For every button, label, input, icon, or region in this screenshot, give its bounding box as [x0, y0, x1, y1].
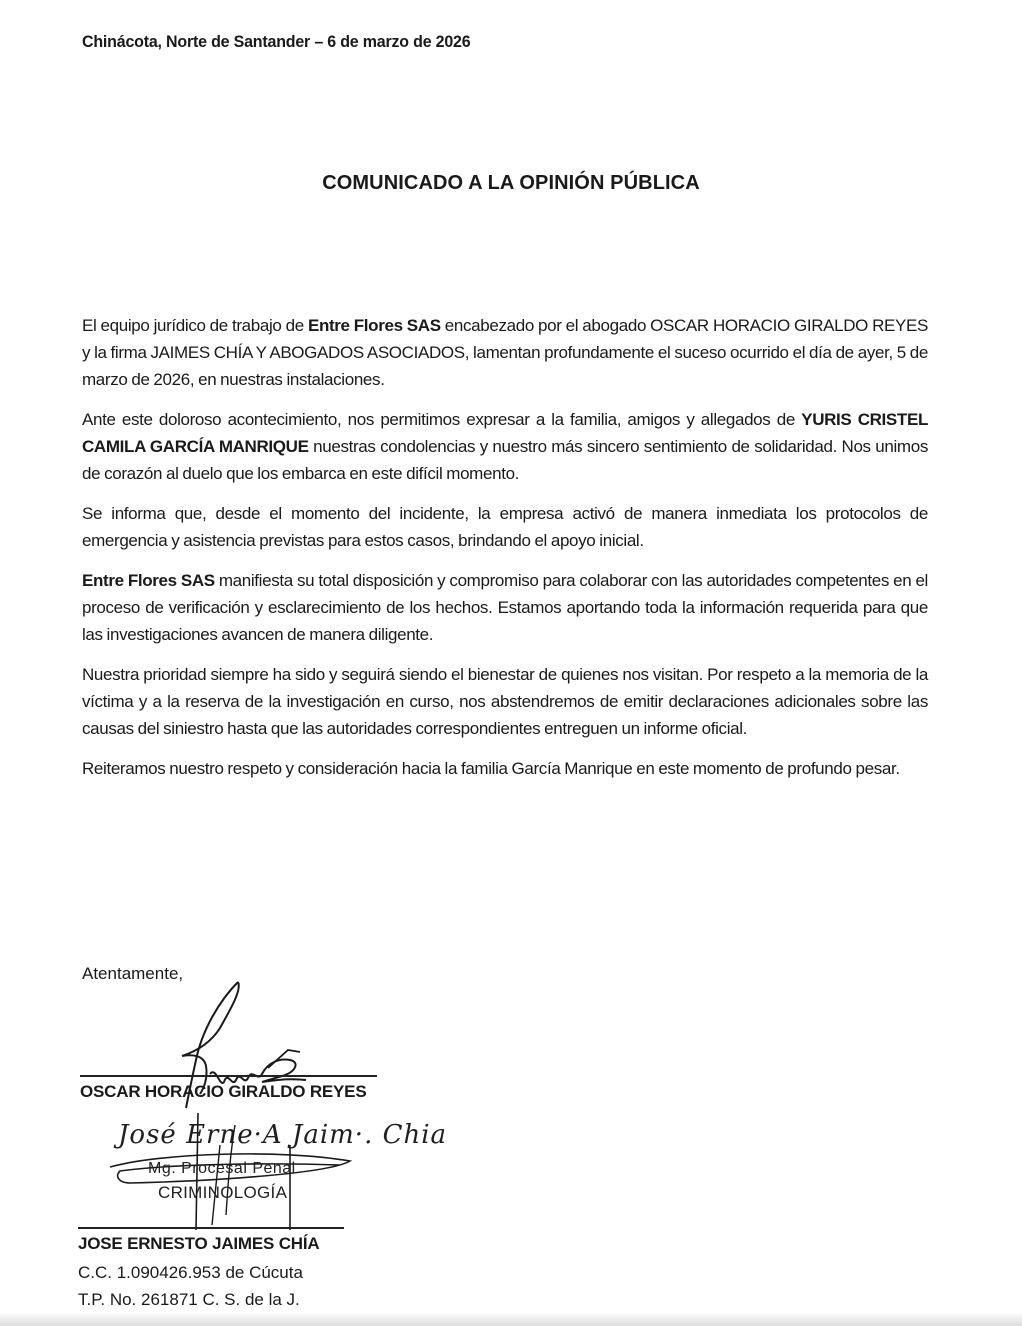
paragraph-5 — [82, 661, 928, 742]
stamp-degree: Mg. Procesal Penal — [148, 1160, 296, 1177]
paragraph-text: encabezado por el abogado OSCAR HORACIO GIRALDO REYES y la firma JAIMES CHÍA Y ABOGADOS ASOCIADOS, lamentan profundamente el suceso ocurrido el día de ayer, 5 de marzo de 2026, en nuestras instalaciones. — [82, 316, 929, 389]
paragraph-text: Se informa que, desde el momento del incidente, la empresa activó de manera inmediata los protocolos de emergencia y asistencia previstas para estos casos, brindando el apoyo inicial. — [82, 504, 928, 550]
paragraph-text: manifiesta su total disposición y compromiso para colaborar con las autoridades competentes en el proceso de verificación y esclarecimiento de los hechos. Estamos aportando toda la información requerida para que las investigaciones avancen de manera diligente. — [82, 571, 928, 644]
company-name: Entre Flores SAS — [307, 316, 441, 335]
victim-name: YURIS CRISTEL CAMILA GARCÍA MANRIQUE — [82, 410, 928, 456]
signer-name-1: OSCAR HORACIO GIRALDO REYES — [80, 1082, 367, 1101]
signature-line-2 — [78, 1227, 344, 1229]
document-title: COMUNICADO A LA OPINIÓN PÚBLICA — [322, 172, 700, 194]
signer-name-2: JOSE ERNESTO JAIMES CHÍA — [78, 1234, 320, 1253]
paragraph-2 — [82, 406, 928, 487]
paragraph-text: El equipo jurídico de trabajo de — [82, 316, 308, 335]
signer-id-number: C.C. 1.090426.953 de Cúcuta — [78, 1263, 303, 1282]
handwritten-signature-jose-jaimes: José Erne·A Jaim·. Chia — [118, 1120, 448, 1150]
paragraph-text: Nuestra prioridad siempre ha sido y seguirá siendo el bienestar de quienes nos visitan. Por respeto a la memoria de la víctima y a la reserva de la investigación en curso, nos abstendremos de emitir declaraciones adicionales sobre las causas del siniestro hasta que las autoridades correspondientes entreguen un informe oficial. — [82, 665, 928, 738]
page-edge-shadow — [0, 1312, 1022, 1326]
paragraph-text: Reiteramos nuestro respeto y consideración hacia la familia García Manrique en este momento de profundo pesar. — [82, 759, 900, 778]
paragraph-4 — [82, 567, 928, 648]
stamp-specialty: CRIMINOLOGÍA — [158, 1183, 288, 1202]
closing-salutation: Atentamente, — [82, 964, 184, 983]
paragraph-text: Ante este doloroso acontecimiento, nos permitimos expresar a la familia, amigos y allegados de — [82, 410, 802, 429]
place-and-date: Chinácota, Norte de Santander – 6 de marzo de 2026 — [82, 32, 471, 51]
signature-line-1 — [80, 1075, 377, 1077]
paragraph-1 — [82, 312, 928, 393]
paragraph-text: nuestras condolencias y nuestro más sincero sentimiento de solidaridad. Nos unimos de corazón al duelo que los embarca en este difícil momento. — [82, 437, 928, 483]
paragraph-6 — [82, 755, 928, 782]
paragraph-3 — [82, 500, 928, 554]
company-name: Entre Flores SAS — [82, 571, 215, 590]
signer-professional-card: T.P. No. 261871 C. S. de la J. — [78, 1290, 300, 1309]
document-body — [82, 312, 928, 795]
